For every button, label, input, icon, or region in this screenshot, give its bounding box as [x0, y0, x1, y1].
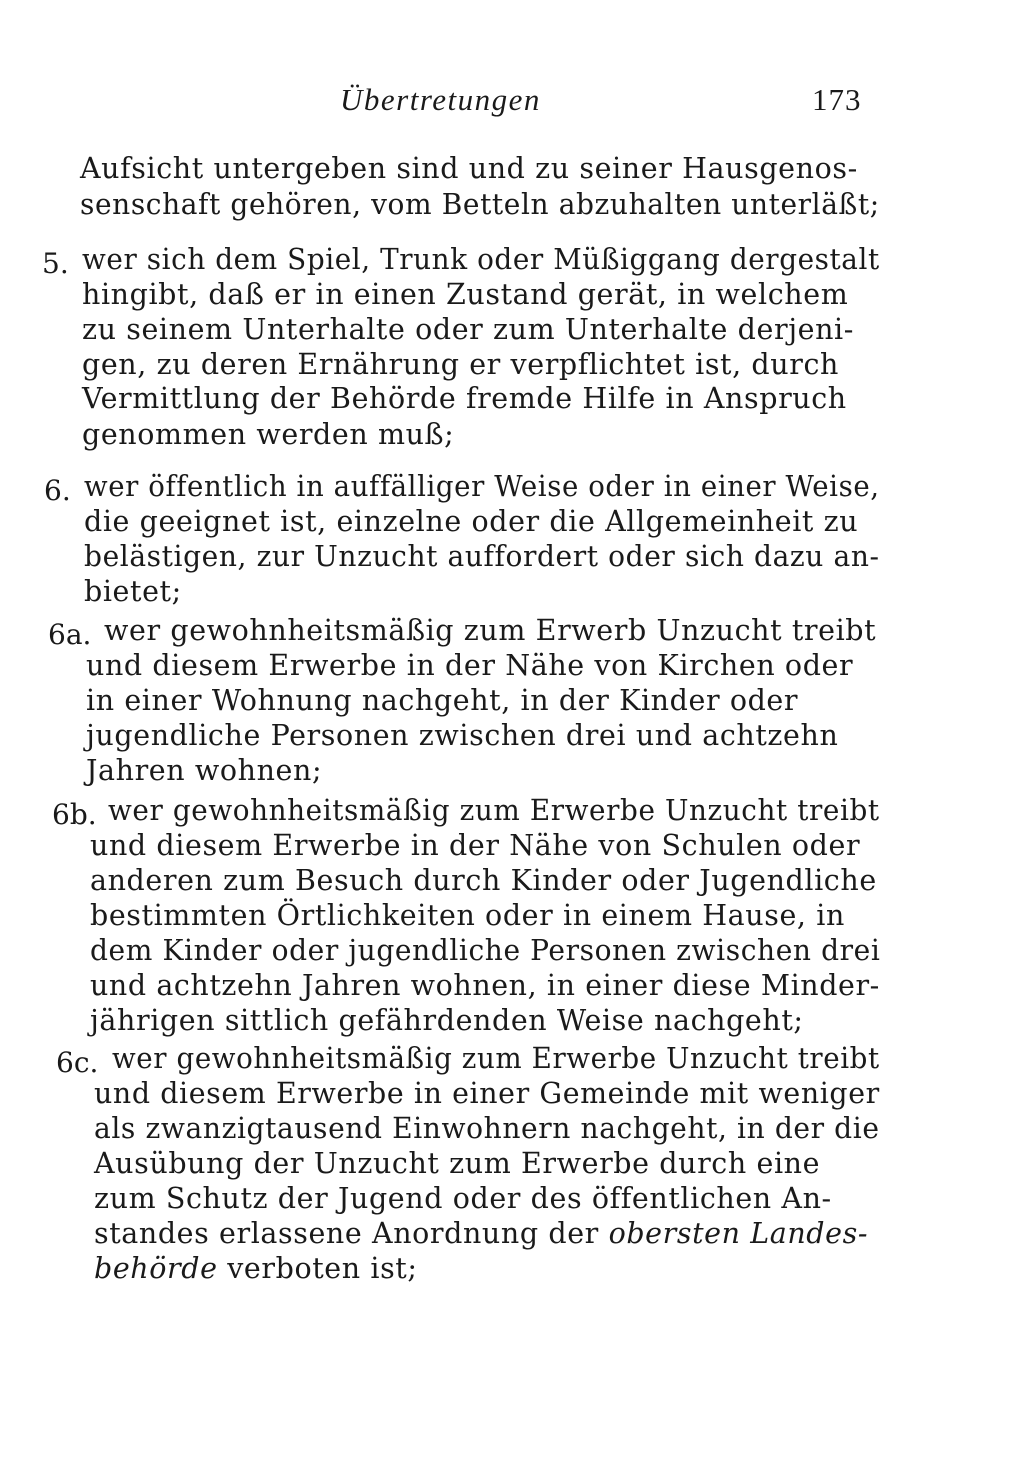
text-line: zu seinem Unterhalte oder zum Unterhalte derjeni- — [82, 313, 854, 346]
emphasis-text: behörde — [94, 1252, 218, 1285]
text-line: und diesem Erwerbe in der Nähe von Kirchen oder — [86, 649, 854, 682]
text-line: Ausübung der Unzucht zum Erwerbe durch eine — [94, 1147, 821, 1180]
text-line: wer sich dem Spiel, Trunk oder Müßiggang dergestalt — [82, 243, 880, 276]
text-line: genommen werden muß; — [82, 418, 455, 451]
text-line: wer gewohnheitsmäßig zum Erwerbe Unzucht treibt — [108, 794, 880, 827]
text-line: Jahren wohnen; — [86, 754, 323, 787]
text-line: senschaft gehören, vom Betteln abzuhalten unterläßt; — [80, 188, 880, 221]
text-line — [94, 1217, 868, 1251]
text-line: Aufsicht untergeben sind und zu seiner Hausgenos- — [80, 152, 858, 185]
text-line: anderen zum Besuch durch Kinder oder Jugendliche — [90, 864, 877, 897]
text-line: wer gewohnheitsmäßig zum Erwerbe Unzucht treibt — [112, 1042, 880, 1075]
text-line: zum Schutz der Jugend oder des öffentlichen An- — [94, 1182, 832, 1215]
text-segment: verboten ist; — [227, 1252, 418, 1285]
item-number: 6. — [44, 474, 71, 507]
item-number: 6a. — [48, 618, 92, 651]
text-line: jugendliche Personen zwischen drei und achtzehn — [86, 719, 839, 752]
text-line: und achtzehn Jahren wohnen, in einer diese Minder- — [90, 969, 880, 1002]
text-line: dem Kinder oder jugendliche Personen zwischen drei — [90, 934, 881, 967]
emphasis-text: obersten Landes- — [608, 1217, 869, 1250]
item-number: 6c. — [56, 1046, 99, 1079]
running-head — [0, 82, 1024, 126]
text-line: bietet; — [84, 575, 182, 608]
item-number: 5. — [42, 247, 69, 280]
text-line: die geeignet ist, einzelne oder die Allgemeinheit zu — [84, 505, 859, 538]
text-line: jährigen sittlich gefährdenden Weise nachgeht; — [90, 1004, 804, 1037]
text-segment: standes erlassene Anordnung der — [94, 1217, 599, 1250]
text-line: wer gewohnheitsmäßig zum Erwerb Unzucht treibt — [104, 614, 877, 647]
text-line: und diesem Erwerbe in der Nähe von Schulen oder — [90, 829, 861, 862]
text-line — [94, 1252, 418, 1286]
text-line: als zwanzigtausend Einwohnern nachgeht, in der die — [94, 1112, 880, 1145]
item-number: 6b. — [52, 798, 97, 831]
text-line: wer öffentlich in auffälliger Weise oder in einer Weise, — [84, 470, 880, 503]
page-number: 173 — [812, 82, 862, 117]
text-line: belästigen, zur Unzucht auffordert oder sich dazu an- — [84, 540, 880, 573]
text-line: gen, zu deren Ernährung er verpflichtet ist, durch — [82, 348, 839, 381]
text-line: und diesem Erwerbe in einer Gemeinde mit weniger — [94, 1077, 880, 1110]
running-title: Übertretungen — [340, 82, 541, 117]
text-line: hingibt, daß er in einen Zustand gerät, in welchem — [82, 278, 849, 311]
text-line: in einer Wohnung nachgeht, in der Kinder oder — [86, 684, 799, 717]
text-line: bestimmten Örtlichkeiten oder in einem Hause, in — [90, 899, 845, 932]
text-line: Vermittlung der Behörde fremde Hilfe in Anspruch — [82, 382, 847, 415]
